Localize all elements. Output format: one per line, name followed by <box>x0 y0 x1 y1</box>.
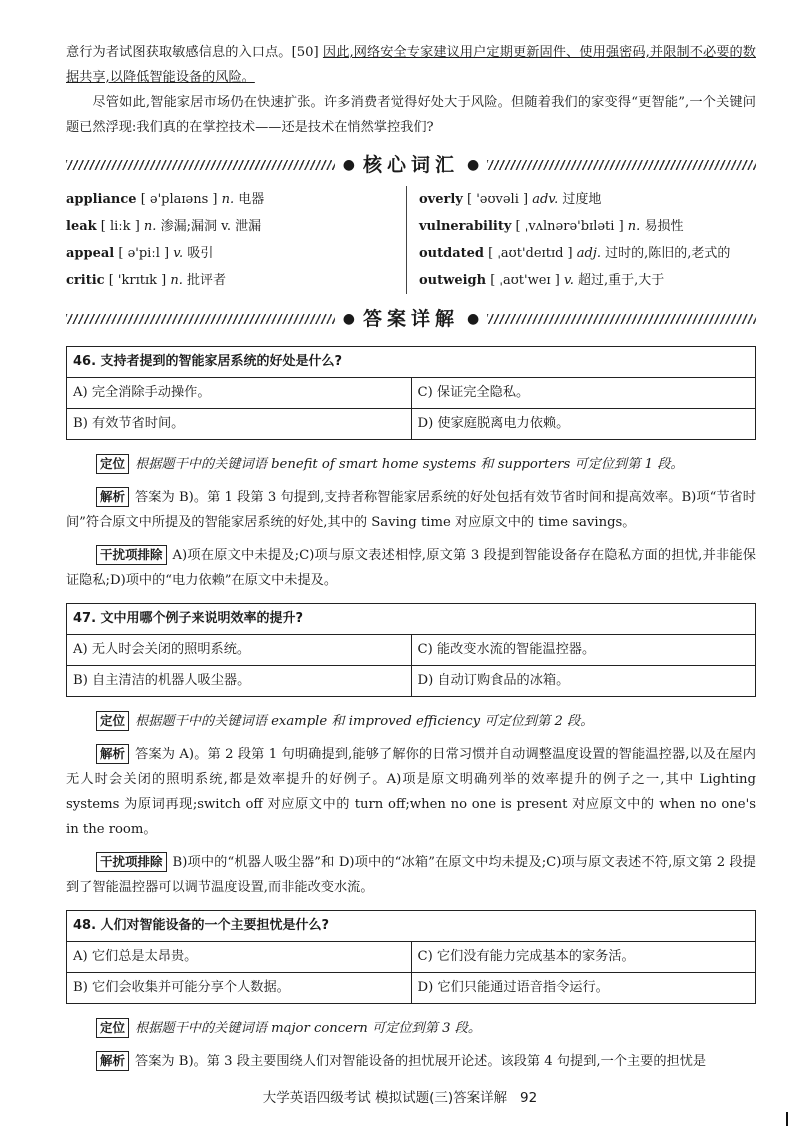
vocab-phonetic: [ ə'piːl ] <box>118 246 170 261</box>
question-47-text: 47. 文中用哪个例子来说明效率的提升? <box>67 604 756 635</box>
vocab-word: critic <box>66 273 105 288</box>
bullet-icon: ● <box>342 156 355 173</box>
vocab-pos: n. <box>221 192 235 207</box>
option-b: B) 它们会收集并可能分享个人数据。 <box>67 973 412 1004</box>
vocab-pos: n. <box>627 219 641 234</box>
vocab-column-right <box>406 186 756 294</box>
vocab-word: leak <box>66 219 97 234</box>
q46-analysis <box>66 485 756 535</box>
distractor-text: B)项中的“机器人吸尘器”和 D)项中的“冰箱”在原文中均未提及;C)项与原文表述不符,原文第 2 段提到了智能温控器可以调节温度设置,而非能改变水流。 <box>66 855 756 895</box>
option-c: C) 它们没有能力完成基本的家务活。 <box>411 942 756 973</box>
option-d: D) 使家庭脱离电力依赖。 <box>411 409 756 440</box>
vocab-meaning: 吸引 <box>187 246 214 261</box>
vocab-phonetic: [ liːk ] <box>100 219 140 234</box>
vocab-pos: v. <box>563 273 574 288</box>
vocab-word: appliance <box>66 192 137 207</box>
intro-text: 意行为者试图获取敏感信息的入口点。[50] <box>66 45 323 60</box>
analysis-tag: 解析 <box>96 744 129 764</box>
locate-text: 根据题干中的关键词语 example 和 improved efficiency 可定位到第 2 段。 <box>135 714 594 729</box>
option-d: D) 它们只能通过语音指令运行。 <box>411 973 756 1004</box>
option-a: A) 完全消除手动操作。 <box>67 378 412 409</box>
analysis-tag: 解析 <box>96 487 129 507</box>
vocab-pos: v. <box>173 246 184 261</box>
vocab-pos: adj. <box>576 246 602 261</box>
underlined-sentence: 因此,网络安全专家建议用户定期更新固件、使用强密码,并限制不必要的数据共享,以降低智能设备的风险。 <box>66 45 756 85</box>
vocab-pos: n. <box>170 273 183 288</box>
option-d: D) 自动订购食品的冰箱。 <box>411 666 756 697</box>
vocab-phonetic: [ 'əʊvəli ] <box>466 192 529 207</box>
vocab-heading: 核心词汇 <box>363 153 460 176</box>
vocab-meaning: 批评者 <box>187 273 227 288</box>
analysis-text: 第 3 段主要围绕人们对智能设备的担忧展开论述。该段第 4 句提到,一个主要的担忧是 <box>206 1054 707 1069</box>
answers-heading: 答案详解 <box>363 307 460 330</box>
bullet-icon: ● <box>467 156 480 173</box>
vocab-pos: n. <box>143 219 157 234</box>
vocab-word: outweigh <box>419 273 487 288</box>
option-a: A) 无人时会关闭的照明系统。 <box>67 635 412 666</box>
analysis-text: 第 1 段第 3 句提到,支持者称智能家居系统的好处包括有效节省时间和提高效率。B)项“节省时间”符合原文中所提及的智能家居系统的好处,其中的 Saving time 对应原文中的 time savings。 <box>66 490 756 530</box>
vocab-pos: adv. <box>532 192 559 207</box>
q47-distractor <box>66 850 756 900</box>
analysis-answer: 答案为 B)。 <box>135 490 208 505</box>
analysis-tag: 解析 <box>96 1051 129 1071</box>
question-48-table <box>66 910 756 1004</box>
bullet-icon: ● <box>467 310 480 327</box>
option-a: A) 它们总是太昂贵。 <box>67 942 412 973</box>
vocab-meaning: 过时的,陈旧的,老式的 <box>605 246 731 261</box>
hatch-divider-right <box>487 314 756 324</box>
vocab-entry <box>419 267 756 294</box>
vocab-word: outdated <box>419 246 485 261</box>
locate-tag: 定位 <box>96 454 129 474</box>
distractor-tag: 干扰项排除 <box>96 852 167 872</box>
q46-locate <box>96 452 756 477</box>
option-b: B) 自主清洁的机器人吸尘器。 <box>67 666 412 697</box>
locate-tag: 定位 <box>96 1018 129 1038</box>
q48-locate <box>96 1016 756 1041</box>
page-footer <box>0 1086 800 1111</box>
vocab-phonetic: [ ə'plaɪəns ] <box>140 192 218 207</box>
vocab-phonetic: [ 'krɪtɪk ] <box>108 273 167 288</box>
distractor-tag: 干扰项排除 <box>96 545 167 565</box>
vocab-meaning: 易损性 <box>644 219 684 234</box>
hatch-divider-left <box>66 314 335 324</box>
distractor-text: A)项在原文中未提及;C)项与原文表述相悖,原文第 3 段提到智能设备存在隐私方面的担忧,并非能保证隐私;D)项中的“电力依赖”在原文中未提及。 <box>66 548 756 588</box>
vocab-entry <box>66 186 406 213</box>
q47-locate <box>96 709 756 734</box>
bullet-icon: ● <box>342 310 355 327</box>
q48-analysis <box>66 1049 756 1074</box>
option-c: C) 保证完全隐私。 <box>411 378 756 409</box>
footer-title: 大学英语四级考试 模拟试题(三)答案详解 <box>262 1090 508 1106</box>
option-c: C) 能改变水流的智能温控器。 <box>411 635 756 666</box>
analysis-text: 第 2 段第 1 句明确提到,能够了解你的日常习惯并自动调整温度设置的智能温控器,以及在屋内无人时会关闭的照明系统,都是效率提升的好例子。A)项是原文明确列举的效率提升的例子之一,其中 Lighting systems 为原词再现;switch off 对应原文中的 turn off;when no one is present 对应原文中的 when no one's in the room。 <box>66 747 756 837</box>
vocab-entry <box>66 240 406 267</box>
locate-text: 根据题干中的关键词语 major concern 可定位到第 3 段。 <box>135 1021 482 1036</box>
question-46-text: 46. 支持者提到的智能家居系统的好处是什么? <box>67 347 756 378</box>
vocab-word: appeal <box>66 246 115 261</box>
hatch-divider-right <box>487 160 756 170</box>
vocab-phonetic: [ ˌaʊt'deɪtɪd ] <box>488 246 573 261</box>
question-46-table <box>66 346 756 440</box>
vocab-column-left <box>66 186 406 294</box>
vocab-phonetic: [ ˌaʊt'weɪ ] <box>490 273 560 288</box>
vocab-entry <box>66 267 406 294</box>
locate-text: 根据题干中的关键词语 benefit of smart home systems 和 supporters 可定位到第 1 段。 <box>135 457 684 472</box>
vocab-heading-band <box>66 148 756 182</box>
hatch-divider-left <box>66 160 335 170</box>
vocab-meaning: 超过,重于,大于 <box>578 273 665 288</box>
intro-paragraph-2: 尽管如此,智能家居市场仍在快速扩张。许多消费者觉得好处大于风险。但随着我们的家变得“更智能”,一个关键问题已然浮现:我们真的在掌控技术——还是技术在悄然掌控我们? <box>66 95 756 135</box>
locate-tag: 定位 <box>96 711 129 731</box>
question-48-text: 48. 人们对智能设备的一个主要担忧是什么? <box>67 911 756 942</box>
vocab-entry <box>66 213 406 240</box>
q47-analysis <box>66 742 756 842</box>
vocab-meaning: 过度地 <box>562 192 602 207</box>
vocab-meaning: 电器 <box>238 192 265 207</box>
page-number: 92 <box>520 1090 538 1106</box>
intro-paragraph-1 <box>66 40 756 90</box>
option-b: B) 有效节省时间。 <box>67 409 412 440</box>
vocab-entry <box>419 240 756 267</box>
vocab-entry <box>419 186 756 213</box>
answers-heading-band <box>66 302 756 336</box>
analysis-answer: 答案为 B)。 <box>135 1054 207 1069</box>
page-content <box>66 40 756 1082</box>
vocab-phonetic: [ ˌvʌlnərə'bɪləti ] <box>515 219 624 234</box>
vocab-entry <box>419 213 756 240</box>
vocab-meaning: 渗漏;漏洞 v. 泄漏 <box>160 219 262 234</box>
analysis-answer: 答案为 A)。 <box>135 747 208 762</box>
question-47-table <box>66 603 756 697</box>
page-edge-mark <box>786 1112 788 1126</box>
vocab-list <box>66 186 756 294</box>
vocab-word: vulnerability <box>419 219 512 234</box>
vocab-word: overly <box>419 192 463 207</box>
q46-distractor <box>66 543 756 593</box>
